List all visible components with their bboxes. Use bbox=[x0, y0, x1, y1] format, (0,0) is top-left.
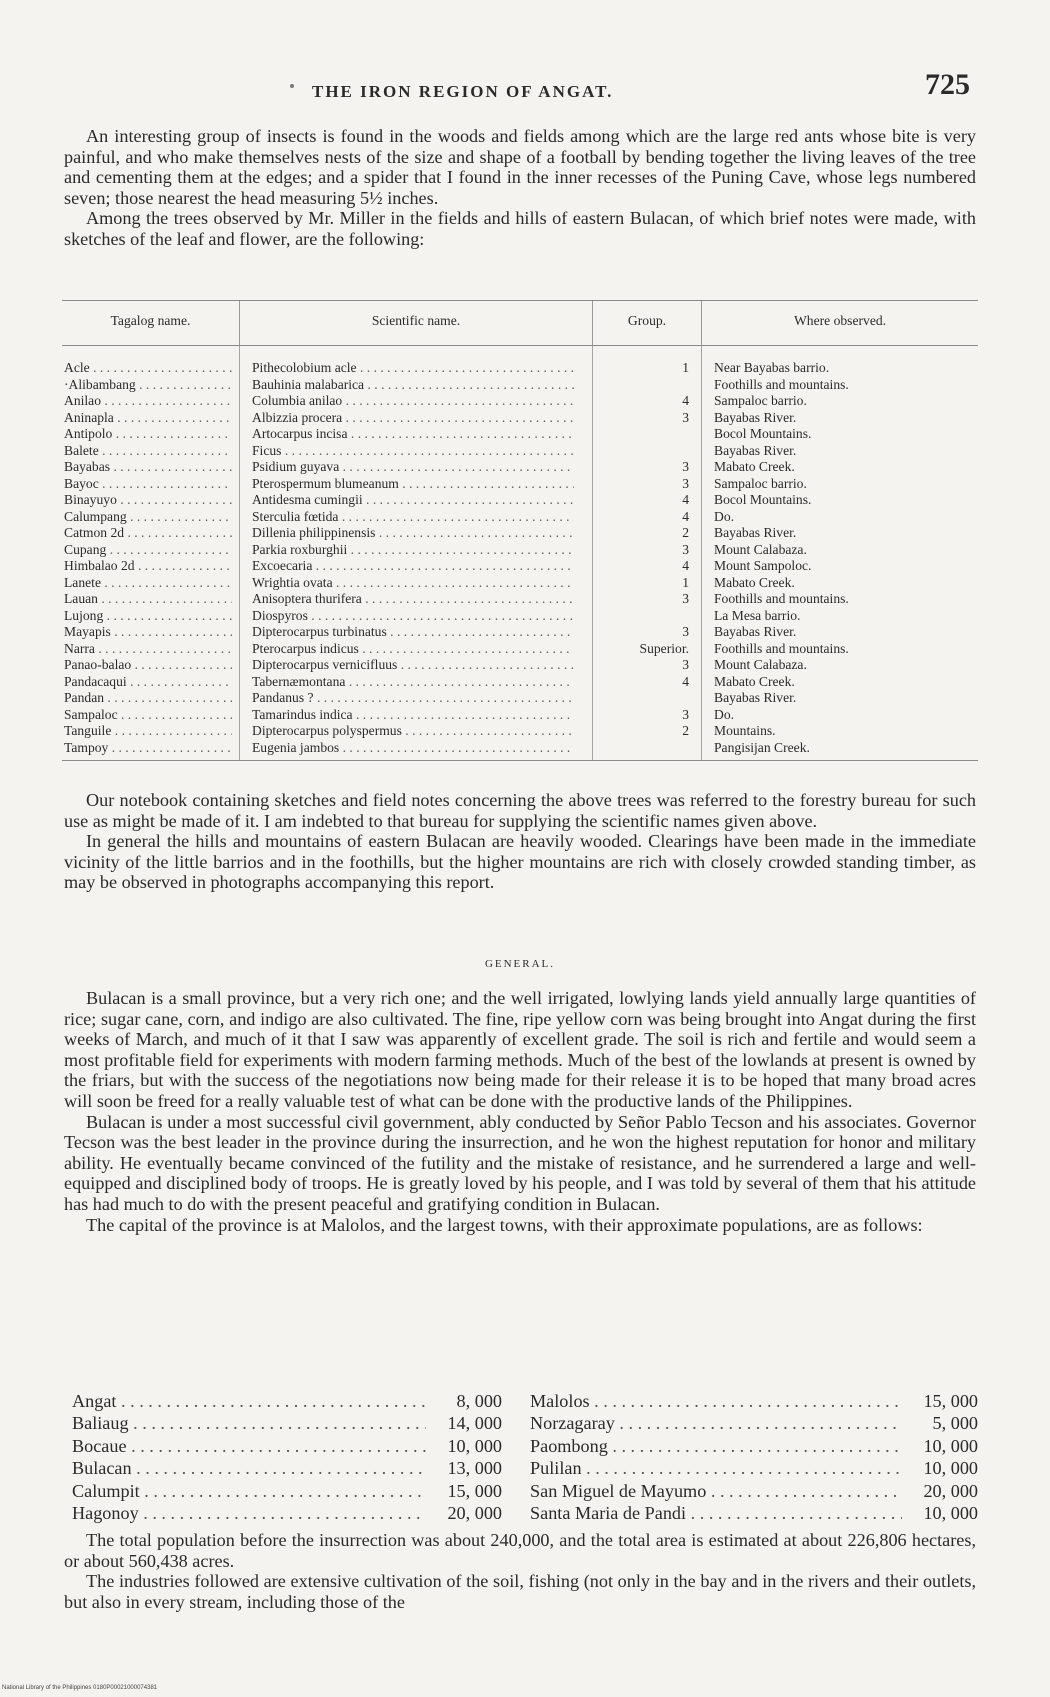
scientific-name-text: Psidium guyava . . . bbox=[252, 459, 574, 476]
scientific-name-text: Eugenia jambos . . . bbox=[252, 740, 574, 757]
town-name: Bocaue . . . bbox=[72, 1435, 426, 1457]
town-population: 10, 000 bbox=[923, 1435, 978, 1456]
cell-tagalog-name bbox=[62, 476, 240, 493]
paragraph-trees-intro: Among the trees observed by Mr. Miller in the fields and hills of eastern Bulacan, of which brief notes were made, with sketches of the leaf and flower, are the following: bbox=[64, 208, 976, 249]
cell-scientific-name bbox=[240, 426, 593, 443]
town-name: Bulacan . . . bbox=[72, 1457, 426, 1479]
cell-group bbox=[593, 608, 702, 625]
table-row bbox=[62, 509, 978, 526]
cell-group: 3 bbox=[593, 410, 702, 427]
cell-scientific-name bbox=[240, 707, 593, 724]
scientific-name-text: Dipterocarpus polyspermus . . . bbox=[252, 723, 574, 740]
cell-tagalog-name bbox=[62, 740, 240, 761]
table-row bbox=[62, 740, 978, 761]
notes-paragraphs bbox=[64, 790, 976, 893]
town-name: Calumpit . . . bbox=[72, 1480, 426, 1502]
town-population: 8, 000 bbox=[456, 1391, 502, 1411]
cell-tagalog-name bbox=[62, 393, 240, 410]
cell-group bbox=[593, 740, 702, 761]
scientific-name-text: Parkia roxburghii . . . bbox=[252, 542, 574, 559]
general-paragraphs bbox=[64, 988, 976, 1235]
cell-where-observed: La Mesa barrio. bbox=[702, 608, 979, 625]
scientific-name-text: Anisoptera thurifera . . . bbox=[252, 591, 574, 608]
table-row bbox=[62, 723, 978, 740]
town-population: 10, 000 bbox=[923, 1458, 978, 1479]
scientific-name-text: Wrightia ovata . . . bbox=[252, 575, 574, 592]
cell-group: 3 bbox=[593, 657, 702, 674]
cell-tagalog-name bbox=[62, 509, 240, 526]
cell-group: 3 bbox=[593, 707, 702, 724]
cell-tagalog-name bbox=[62, 410, 240, 427]
cell-where-observed: Bocol Mountains. bbox=[702, 426, 979, 443]
scientific-name-text: Dipterocarpus turbinatus . . . bbox=[252, 624, 574, 641]
scientific-name-text: Pandanus ? . . . bbox=[252, 690, 574, 707]
ink-speck bbox=[290, 84, 294, 88]
town-name: Malolos . . . bbox=[530, 1390, 902, 1412]
cell-tagalog-name bbox=[62, 542, 240, 559]
population-row bbox=[72, 1390, 502, 1412]
table-row bbox=[62, 608, 978, 625]
paragraph-bulacan-province: Bulacan is a small province, but a very rich one; and the well irrigated, lowlying lands yield annually large quantities of rice; sugar cane, corn, and indigo are also cultivated. The fine, ripe yellow corn was being brought into Angat during the first weeks of March, and much of it that I saw was apparently of excellent grade. The soil is rich and fertile and would seem a most profitable field for experiments with modern farming methods. Much of the best of the lowlands at present is owned by the friars, but with the success of the negotiations now being made for their release it is to be hoped that many broad acres will soon be freed for a really valuable test of what can be done with the productive lands of the Philippines. bbox=[64, 988, 976, 1111]
cell-group bbox=[593, 377, 702, 394]
cell-scientific-name bbox=[240, 723, 593, 740]
cell-group: 4 bbox=[593, 558, 702, 575]
town-population: 5, 000 bbox=[932, 1413, 978, 1434]
tagalog-name-text: Lujong . . . bbox=[64, 608, 232, 625]
scientific-name-text: Tabernæmontana . . . bbox=[252, 674, 574, 691]
table-row bbox=[62, 575, 978, 592]
cell-scientific-name bbox=[240, 492, 593, 509]
cell-group: Superior. bbox=[593, 641, 702, 658]
town-population: 20, 000 bbox=[923, 1480, 978, 1501]
town-name: Norzagaray . . . bbox=[530, 1412, 902, 1434]
scientific-name-text: Diospyros . . . bbox=[252, 608, 574, 625]
cell-where-observed: Mount Calabaza. bbox=[702, 657, 979, 674]
scientific-name-text: Tamarindus indica . . . bbox=[252, 707, 574, 724]
cell-scientific-name bbox=[240, 346, 593, 377]
population-column-left bbox=[72, 1390, 502, 1524]
tagalog-name-text: Cupang . . . bbox=[64, 542, 232, 559]
population-row bbox=[72, 1412, 502, 1434]
cell-where-observed: Mabato Creek. bbox=[702, 674, 979, 691]
cell-tagalog-name bbox=[62, 558, 240, 575]
town-population: 10, 000 bbox=[923, 1502, 978, 1523]
tagalog-name-text: Lanete . . . bbox=[64, 575, 232, 592]
cell-where-observed: Sampaloc barrio. bbox=[702, 476, 979, 493]
tagalog-name-text: Lauan . . . bbox=[64, 591, 232, 608]
town-population: 15, 000 bbox=[923, 1391, 978, 1411]
scan-footer: National Library of the Philippines 0180P00021000074381 bbox=[2, 1685, 158, 1691]
population-row bbox=[72, 1457, 502, 1479]
population-row bbox=[72, 1480, 502, 1502]
cell-where-observed: Bayabas River. bbox=[702, 690, 979, 707]
cell-scientific-name bbox=[240, 476, 593, 493]
cell-tagalog-name bbox=[62, 426, 240, 443]
cell-tagalog-name bbox=[62, 346, 240, 377]
table-row bbox=[62, 624, 978, 641]
cell-scientific-name bbox=[240, 558, 593, 575]
cell-where-observed: Bocol Mountains. bbox=[702, 492, 979, 509]
paragraph-insects: An interesting group of insects is found in the woods and fields among which are the large red ants whose bite is very painful, and who make themselves nests of the size and shape of a football by bending together the living leaves of the tree and cementing them at the edges; and a spider that I found in the inner recesses of the Puning Cave, whose legs numbered seven; those nearest the head measuring 5½ inches. bbox=[64, 126, 976, 208]
table-row bbox=[62, 657, 978, 674]
cell-tagalog-name bbox=[62, 690, 240, 707]
population-row bbox=[72, 1502, 502, 1524]
table-row bbox=[62, 476, 978, 493]
tagalog-name-text: Calumpang . . . bbox=[64, 509, 232, 526]
scientific-name-text: Pithecolobium acle . . . bbox=[252, 360, 574, 377]
scientific-name-text: Dipterocarpus vernicifluus . . . bbox=[252, 657, 574, 674]
tagalog-name-text: Tanguile . . . bbox=[64, 723, 232, 740]
table-row bbox=[62, 641, 978, 658]
town-population: 20, 000 bbox=[447, 1502, 502, 1523]
scientific-name-text: Albizzia procera . . . bbox=[252, 410, 574, 427]
cell-where-observed: Near Bayabas barrio. bbox=[702, 346, 979, 377]
cell-where-observed: Foothills and mountains. bbox=[702, 591, 979, 608]
cell-group bbox=[593, 443, 702, 460]
column-header-tagalog: Tagalog name. bbox=[62, 301, 240, 346]
scientific-name-text: Columbia anilao . . . bbox=[252, 393, 574, 410]
tagalog-name-text: Sampaloc . . . bbox=[64, 707, 232, 724]
tagalog-name-text: Tampoy . . . bbox=[64, 740, 232, 757]
table-row bbox=[62, 492, 978, 509]
cell-group: 1 bbox=[593, 346, 702, 377]
tagalog-name-text: ·Alibambang . . . bbox=[64, 377, 232, 394]
cell-group: 4 bbox=[593, 674, 702, 691]
cell-scientific-name bbox=[240, 690, 593, 707]
scientific-name-text: Excoecaria . . . bbox=[252, 558, 574, 575]
cell-group: 3 bbox=[593, 542, 702, 559]
cell-tagalog-name bbox=[62, 459, 240, 476]
cell-where-observed: Do. bbox=[702, 509, 979, 526]
scientific-name-text: Artocarpus incisa . . . bbox=[252, 426, 574, 443]
cell-group: 2 bbox=[593, 723, 702, 740]
table-header-row bbox=[62, 301, 978, 346]
town-name: Hagonoy . . . bbox=[72, 1502, 426, 1524]
cell-where-observed: Bayabas River. bbox=[702, 443, 979, 460]
scientific-name-text: Dillenia philippinensis . . . bbox=[252, 525, 574, 542]
table-row bbox=[62, 558, 978, 575]
column-header-scientific: Scientific name. bbox=[240, 301, 593, 346]
cell-where-observed: Mount Sampoloc. bbox=[702, 558, 979, 575]
cell-scientific-name bbox=[240, 509, 593, 526]
table-row bbox=[62, 707, 978, 724]
table-row bbox=[62, 426, 978, 443]
scientific-name-text: Pterocarpus indicus . . . bbox=[252, 641, 574, 658]
tagalog-name-text: Aninapla . . . bbox=[64, 410, 232, 427]
cell-tagalog-name bbox=[62, 492, 240, 509]
tagalog-name-text: Bayoc . . . bbox=[64, 476, 232, 493]
cell-tagalog-name bbox=[62, 608, 240, 625]
town-name: Pulilan . . . bbox=[530, 1457, 902, 1479]
paragraph-government: Bulacan is under a most successful civil government, ably conducted by Señor Pablo Tecson and his associates. Governor Tecson was the best leader in the province during the insurrection, and he won the highest reputation for honor and military ability. He eventually became convinced of the futility and the mistake of resistance, and he surrendered a large and well-equipped and disciplined body of troops. He is greatly loved by his people, and I was told by several of them that his attitude has had much to do with the present peaceful and gratifying condition in Bulacan. bbox=[64, 1111, 976, 1214]
cell-tagalog-name bbox=[62, 575, 240, 592]
section-heading-general: GENERAL. bbox=[484, 958, 556, 970]
cell-where-observed: Foothills and mountains. bbox=[702, 377, 979, 394]
cell-tagalog-name bbox=[62, 624, 240, 641]
table-row bbox=[62, 459, 978, 476]
table-row bbox=[62, 542, 978, 559]
running-title: THE IRON REGION OF ANGAT. bbox=[312, 82, 614, 101]
cell-tagalog-name bbox=[62, 657, 240, 674]
table-row bbox=[62, 393, 978, 410]
cell-where-observed: Pangisijan Creek. bbox=[702, 740, 979, 761]
cell-where-observed: Foothills and mountains. bbox=[702, 641, 979, 658]
table-row bbox=[62, 410, 978, 427]
cell-group: 3 bbox=[593, 591, 702, 608]
cell-scientific-name bbox=[240, 443, 593, 460]
cell-group: 4 bbox=[593, 393, 702, 410]
cell-scientific-name bbox=[240, 410, 593, 427]
cell-scientific-name bbox=[240, 624, 593, 641]
cell-scientific-name bbox=[240, 674, 593, 691]
cell-tagalog-name bbox=[62, 591, 240, 608]
town-name: San Miguel de Mayumo . . . bbox=[530, 1480, 902, 1502]
cell-scientific-name bbox=[240, 525, 593, 542]
cell-where-observed: Sampaloc barrio. bbox=[702, 393, 979, 410]
tagalog-name-text: Bayabas . . . bbox=[64, 459, 232, 476]
cell-group: 3 bbox=[593, 459, 702, 476]
cell-tagalog-name bbox=[62, 443, 240, 460]
town-name: Baliaug . . . bbox=[72, 1412, 426, 1434]
town-population: 15, 000 bbox=[447, 1480, 502, 1501]
tagalog-name-text: Narra . . . bbox=[64, 641, 232, 658]
column-header-group: Group. bbox=[593, 301, 702, 346]
cell-scientific-name bbox=[240, 542, 593, 559]
scientific-name-text: Ficus . . . bbox=[252, 443, 574, 460]
paragraph-notebook: Our notebook containing sketches and field notes concerning the above trees was referred to the forestry bureau for such use as might be made of it. I am indebted to that bureau for supplying the scientific names given above. bbox=[64, 790, 976, 831]
scientific-name-text: Pterospermum blumeanum . . . bbox=[252, 476, 574, 493]
scientific-name-text: Antidesma cumingii . . . bbox=[252, 492, 574, 509]
cell-tagalog-name bbox=[62, 674, 240, 691]
table-row bbox=[62, 591, 978, 608]
tagalog-name-text: Pandacaqui . . . bbox=[64, 674, 232, 691]
cell-scientific-name bbox=[240, 641, 593, 658]
town-name: Paombong . . . bbox=[530, 1435, 902, 1457]
cell-scientific-name bbox=[240, 591, 593, 608]
population-row bbox=[72, 1435, 502, 1457]
table-row bbox=[62, 525, 978, 542]
cell-group: 3 bbox=[593, 476, 702, 493]
tagalog-name-text: Himbalao 2d . . . bbox=[64, 558, 232, 575]
paragraph-capital: The capital of the province is at Malolos, and the largest towns, with their approximate populations, are as follows: bbox=[86, 1214, 923, 1235]
town-name: Angat . . . bbox=[72, 1390, 426, 1412]
cell-group: 4 bbox=[593, 509, 702, 526]
trees-table bbox=[62, 300, 978, 761]
page-number: 725 bbox=[925, 68, 970, 101]
cell-where-observed: Bayabas River. bbox=[702, 624, 979, 641]
paragraph-hills: In general the hills and mountains of eastern Bulacan are heavily wooded. Clearings have been made in the immediate vicinity of the little barrios and in the foothills, but the higher mountains are rich with closely crowded standing timber, as may be observed in photographs accompanying this report. bbox=[64, 831, 976, 893]
tagalog-name-text: Anilao . . . bbox=[64, 393, 232, 410]
trees-table-body bbox=[62, 346, 978, 761]
population-row bbox=[530, 1457, 978, 1479]
cell-scientific-name bbox=[240, 657, 593, 674]
column-header-where: Where observed. bbox=[702, 301, 979, 346]
cell-tagalog-name bbox=[62, 525, 240, 542]
table-row bbox=[62, 377, 978, 394]
cell-scientific-name bbox=[240, 377, 593, 394]
intro-paragraphs bbox=[64, 126, 976, 250]
cell-scientific-name bbox=[240, 575, 593, 592]
cell-scientific-name bbox=[240, 608, 593, 625]
tagalog-name-text: Panao-balao . . . bbox=[64, 657, 232, 674]
page-header bbox=[62, 62, 978, 102]
cell-where-observed: Bayabas River. bbox=[702, 525, 979, 542]
cell-where-observed: Mabato Creek. bbox=[702, 459, 979, 476]
cell-tagalog-name bbox=[62, 641, 240, 658]
town-population: 10, 000 bbox=[447, 1435, 502, 1456]
tagalog-name-text: Binayuyo . . . bbox=[64, 492, 232, 509]
tagalog-name-text: Antipolo . . . bbox=[64, 426, 232, 443]
tagalog-name-text: Catmon 2d . . . bbox=[64, 525, 232, 542]
town-population: 13, 000 bbox=[447, 1458, 502, 1479]
cell-group: 2 bbox=[593, 525, 702, 542]
paragraph-total-population: The total population before the insurrection was about 240,000, and the total area is estimated at about 226,806 hectares, or about 560,438 acres. bbox=[64, 1530, 976, 1571]
table-row bbox=[62, 346, 978, 377]
cell-where-observed: Mountains. bbox=[702, 723, 979, 740]
table-row bbox=[62, 674, 978, 691]
tagalog-name-text: Pandan . . . bbox=[64, 690, 232, 707]
population-column-right bbox=[530, 1390, 978, 1524]
cell-group: 4 bbox=[593, 492, 702, 509]
cell-scientific-name bbox=[240, 740, 593, 761]
cell-where-observed: Bayabas River. bbox=[702, 410, 979, 427]
cell-group: 1 bbox=[593, 575, 702, 592]
closing-paragraphs bbox=[64, 1530, 976, 1612]
population-row bbox=[530, 1480, 978, 1502]
scientific-name-text: Bauhinia malabarica . . . bbox=[252, 377, 574, 394]
cell-group bbox=[593, 426, 702, 443]
cell-tagalog-name bbox=[62, 723, 240, 740]
tagalog-name-text: Mayapis . . . bbox=[64, 624, 232, 641]
cell-tagalog-name bbox=[62, 707, 240, 724]
population-row bbox=[530, 1435, 978, 1457]
tagalog-name-text: Acle . . . bbox=[64, 360, 232, 377]
tagalog-name-text: Balete . . . bbox=[64, 443, 232, 460]
table-row bbox=[62, 690, 978, 707]
cell-group: 3 bbox=[593, 624, 702, 641]
cell-tagalog-name bbox=[62, 377, 240, 394]
town-population: 14, 000 bbox=[447, 1413, 502, 1434]
scientific-name-text: Sterculia fœtida . . . bbox=[252, 509, 574, 526]
table-row bbox=[62, 443, 978, 460]
population-row bbox=[530, 1502, 978, 1524]
paragraph-industries: The industries followed are extensive cultivation of the soil, fishing (not only in the bay and in the rivers and their outlets, but also in every stream, including those of the bbox=[64, 1571, 976, 1612]
cell-scientific-name bbox=[240, 459, 593, 476]
population-row bbox=[530, 1412, 978, 1434]
cell-where-observed: Mabato Creek. bbox=[702, 575, 979, 592]
cell-group bbox=[593, 690, 702, 707]
cell-where-observed: Mount Calabaza. bbox=[702, 542, 979, 559]
cell-scientific-name bbox=[240, 393, 593, 410]
population-row bbox=[530, 1390, 978, 1412]
town-name: Santa Maria de Pandi . . . bbox=[530, 1502, 902, 1524]
cell-where-observed: Do. bbox=[702, 707, 979, 724]
